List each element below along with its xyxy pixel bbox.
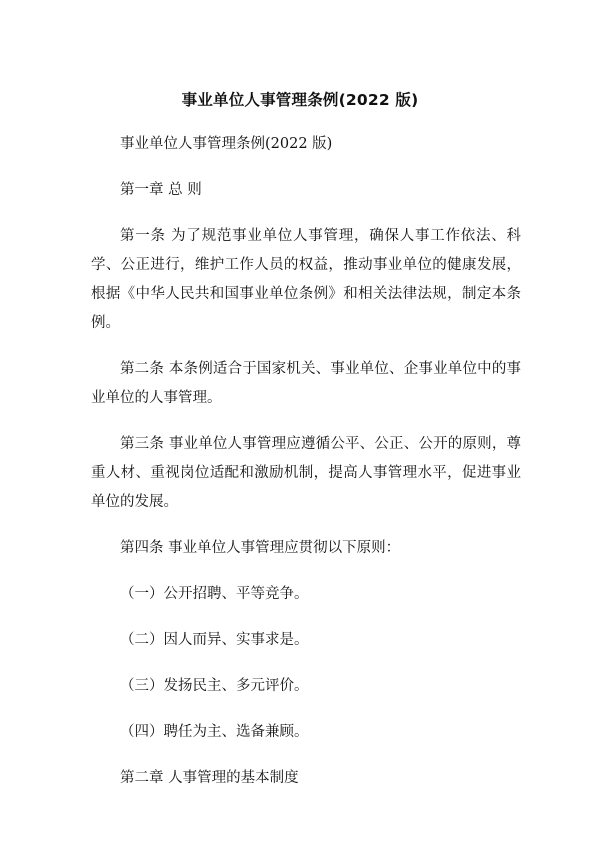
article-3-paragraph: 第三条 事业单位人事管理应遵循公平、公正、公开的原则，尊重人材、重视岗位适配和激励机制，提高人事管理水平，促进事业单位的发展。 [91, 436, 521, 510]
subtitle-paragraph: 事业单位人事管理条例(2022 版) [120, 136, 333, 152]
principle-3-item: （三）发扬民主、多元评价。 [120, 678, 309, 694]
principle-2-item: （二）因人而异、实事求是。 [120, 632, 309, 648]
principle-4-item: （四）聘任为主、选备兼顾。 [120, 724, 309, 740]
document-body [91, 130, 521, 810]
article-4-paragraph: 第四条 事业单位人事管理应贯彻以下原则： [120, 540, 401, 556]
article-1-paragraph: 第一条 为了规范事业单位人事管理，确保人事工作依法、科学、公正进行，维护工作人员的权益，推动事业单位的健康发展，根据《中华人民共和国事业单位条例》和相关法律法规，制定本条例。 [91, 228, 521, 331]
chapter-2-heading: 第二章 人事管理的基本制度 [120, 770, 299, 786]
article-2-paragraph: 第二条 本条例适合于国家机关、事业单位、企事业单位中的事业单位的人事管理。 [91, 361, 521, 406]
principle-1-item: （一）公开招聘、平等竞争。 [120, 586, 309, 602]
document-title: 事业单位人事管理条例(2022 版) [181, 91, 419, 109]
chapter-1-heading: 第一章 总 则 [120, 182, 202, 198]
